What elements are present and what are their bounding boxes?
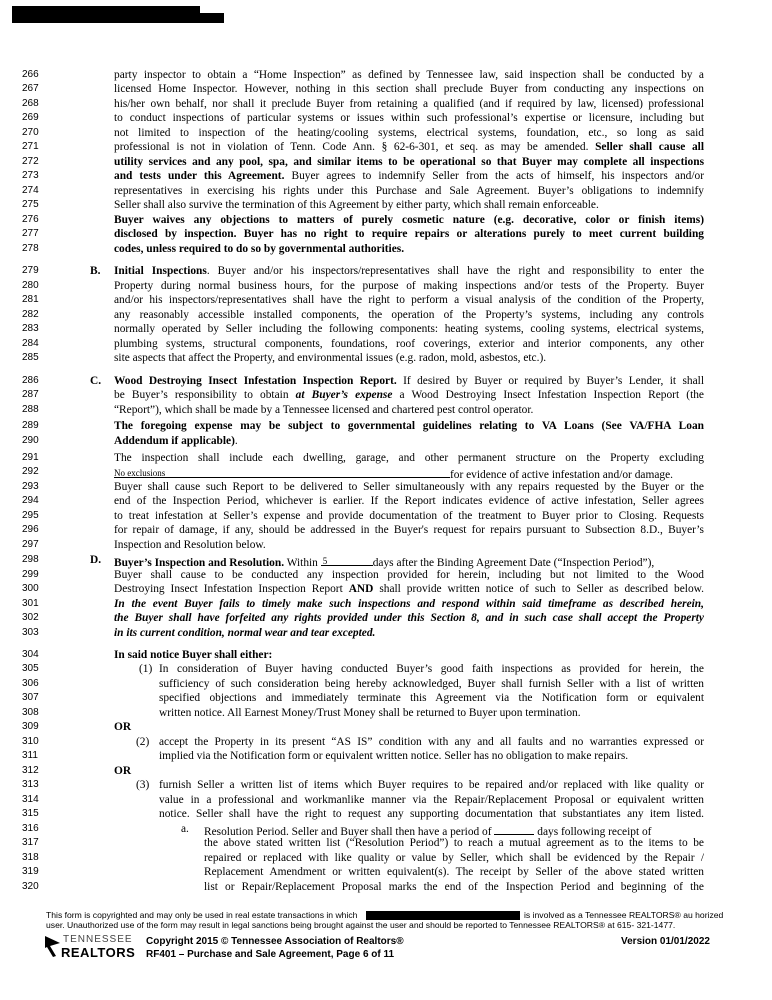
line-number: 297 <box>22 539 39 550</box>
text-line: Inspection and Resolution below. <box>114 539 266 551</box>
line-number: 292 <box>22 466 39 477</box>
text-line: end of the Inspection Period, whichever is earlier. If the Report indicates evidence of active infestation, Seller agrees <box>114 495 704 507</box>
text-line: Resolution Period. Seller and Buyer shall then have a period of days following receipt of <box>204 823 651 838</box>
text-line: codes, unless required to do so by governmental authorities. <box>114 243 405 255</box>
line-number: 317 <box>22 837 39 848</box>
text-line: to treat infestation at Seller’s expense and provide documentation of the treatment to Buyer prior to Closing. Requests <box>114 510 704 522</box>
line-number: 316 <box>22 823 39 834</box>
text-line: and tests under this Agreement. Buyer agrees to indemnify Seller from the acts of himself, his inspectors and/or <box>114 170 704 182</box>
text-line: Buyer shall cause to be conducted any inspection provided for herein, including but not limited to the Wood <box>114 569 704 581</box>
line-number: 304 <box>22 649 39 660</box>
line-number: 309 <box>22 721 39 732</box>
text-line: In the event Buyer fails to timely make such inspections and respond within said timeframe as described herein, <box>114 598 704 610</box>
text-line: the Buyer shall have forfeited any rights provided under this Section 8, and in such case shall accept the Property <box>114 612 704 624</box>
inspection-days-field[interactable]: 5 <box>321 554 373 566</box>
logo-text-bottom: REALTORS <box>61 945 136 960</box>
text-line: No exclusions for evidence of active infestation and/or damage. <box>114 468 673 481</box>
line-number: 282 <box>22 309 39 320</box>
redacted-header-block-2 <box>12 13 224 23</box>
line-number: 305 <box>22 663 39 674</box>
section-marker-c: C. <box>90 375 102 387</box>
text-line: be Buyer’s responsibility to obtain at Buyer’s expense a Wood Destroying Insect Infestation Inspection Report (the <box>114 389 704 401</box>
text-line: accept the Property in its present “AS IS” condition with any and all faults and no warranties expressed or <box>159 736 704 748</box>
text-line: repaired or replaced with like quality or value by Seller, which shall be evidenced by the Repair / <box>204 852 704 864</box>
footer-version: Version 01/01/2022 <box>621 936 710 947</box>
text-line: In consideration of Buyer having conducted Buyer’s good faith inspections as provided for herein, the <box>159 663 704 675</box>
line-number: 274 <box>22 185 39 196</box>
line-number: 299 <box>22 569 39 580</box>
line-number: 285 <box>22 352 39 363</box>
text-line: his/her own behalf, nor shall it preclude Buyer from retaining a qualified (and if required by law, licensed) professional <box>114 98 704 110</box>
text-line: normally operated by Seller including the following components: heating systems, cooling systems, electrical systems, <box>114 323 704 335</box>
line-number: 288 <box>22 404 39 415</box>
text-line: the above stated written list (“Resolution Period”) to reach a mutual agreement as to the items to be <box>204 837 704 849</box>
text-line: specified objections and immediately terminate this Agreement via the Notification form or equivalent <box>159 692 704 704</box>
section-marker-d: D. <box>90 554 102 566</box>
line-number: 310 <box>22 736 39 747</box>
footer-notice-a: This form is copyrighted and may only be used in real estate transactions in which <box>46 910 358 920</box>
line-number: 293 <box>22 481 39 492</box>
section-marker-b: B. <box>90 265 101 277</box>
text-line: disclosed by inspection. Buyer has no right to require repairs or alterations purely to meet current building <box>114 228 704 240</box>
line-number: 267 <box>22 83 39 94</box>
text-line: Seller shall also survive the termination of this Agreement by either party, which shall remain enforceable. <box>114 199 599 211</box>
list-marker: (2) <box>136 736 150 748</box>
line-number: 302 <box>22 612 39 623</box>
list-marker: (3) <box>136 779 150 791</box>
text-line: Replacement Amendment or written equivalent(s). The receipt by Seller of the above stated written <box>204 866 704 878</box>
line-number: 280 <box>22 280 39 291</box>
line-number: 319 <box>22 866 39 877</box>
text-line: In said notice Buyer shall either: <box>114 649 273 661</box>
line-number: 291 <box>22 452 39 463</box>
line-number: 296 <box>22 524 39 535</box>
line-number: 298 <box>22 554 39 565</box>
line-number: 268 <box>22 98 39 109</box>
line-number: 314 <box>22 794 39 805</box>
line-number: 301 <box>22 598 39 609</box>
line-number: 295 <box>22 510 39 521</box>
text-line: professional is not in violation of Tenn. Code Ann. § 62-6-301, et seq. as may be amended. Seller shall cause all <box>114 141 705 153</box>
text-line: sufficiency of such consideration being hereby acknowledged, Buyer shall furnish Seller with a list of written <box>159 678 704 690</box>
line-number: 275 <box>22 199 39 210</box>
text-line: Addendum if applicable). <box>114 435 238 447</box>
text-line: for repair of damage, if any, should be addressed in the Buyer's request for repairs pursuant to Subsection 8.D., Buyer’s <box>114 524 704 536</box>
text-line: any reasonably accessible installed components, the operation of the Property’s systems, including any controls <box>114 309 704 321</box>
list-marker: a. <box>181 823 189 835</box>
line-number: 308 <box>22 707 39 718</box>
redacted-brokerage <box>366 911 520 920</box>
line-number: 315 <box>22 808 39 819</box>
text-line: Property during normal business hours, for the purpose of making inspections and/or tests of the Property. Buyer <box>114 280 704 292</box>
text-line: implied via the Notification form or equivalent written notice. Seller has no obligation to make repairs. <box>159 750 629 762</box>
line-number: 281 <box>22 294 39 305</box>
text-line: not limited to inspection of the heating/cooling systems, electrical systems, foundation, etc., so long as said <box>114 127 704 139</box>
line-number: 278 <box>22 243 39 254</box>
line-number: 283 <box>22 323 39 334</box>
text-line: value in a professional and workmanlike manner via the Repair/Replacement Proposal or equivalent written <box>159 794 704 806</box>
line-number: 271 <box>22 141 39 152</box>
text-line: OR <box>114 765 132 777</box>
text-line: OR <box>114 721 132 733</box>
resolution-days-field[interactable] <box>494 823 534 835</box>
footer-notice-b: is involved as a Tennessee REALTORS® au horized <box>524 910 724 920</box>
line-number: 320 <box>22 881 39 892</box>
line-number: 300 <box>22 583 39 594</box>
text-line: licensed Home Inspector. However, nothing in this section shall preclude Buyer from conducting any inspections on <box>114 83 704 95</box>
text-line: list or Repair/Replacement Proposal marks the end of the Inspection Period and beginning of the <box>204 881 704 893</box>
line-number: 284 <box>22 338 39 349</box>
line-number: 294 <box>22 495 39 506</box>
footer-copyright: Copyright 2015 © Tennessee Association of Realtors® <box>146 936 404 947</box>
line-number: 313 <box>22 779 39 790</box>
line-number: 269 <box>22 112 39 123</box>
text-line: Buyer waives any objections to matters of purely cosmetic nature (e.g. decorative, color or finish items) <box>114 214 704 226</box>
logo-text-top: TENNESSEE <box>63 934 133 945</box>
text-line: in its current condition, normal wear and tear excepted. <box>114 627 376 639</box>
text-line: notice. Seller shall have the right to request any supporting documentation that substantiates any item listed. <box>159 808 704 820</box>
line-number: 270 <box>22 127 39 138</box>
line-number: 273 <box>22 170 39 181</box>
text-line: furnish Seller a written list of items which Buyer requires to be repaired and/or replaced with like quality or <box>159 779 704 791</box>
line-number: 318 <box>22 852 39 863</box>
line-number: 266 <box>22 69 39 80</box>
exclusions-field[interactable]: No exclusions <box>114 466 450 478</box>
line-number: 307 <box>22 692 39 703</box>
footer-form-id: RF401 – Purchase and Sale Agreement, Page 6 of 11 <box>146 949 395 960</box>
line-number: 272 <box>22 156 39 167</box>
line-number: 312 <box>22 765 39 776</box>
text-line: utility services and any pool, spa, and similar items to be operational so that Buyer may complete all inspections <box>114 156 704 168</box>
line-number: 287 <box>22 389 39 400</box>
line-number: 306 <box>22 678 39 689</box>
text-line: written notice. All Earnest Money/Trust Money shall be returned to Buyer upon termination. <box>159 707 581 719</box>
list-marker: (1) <box>139 663 153 675</box>
text-line: Destroying Insect Infestation Inspection Report AND shall provide written notice of such to Seller as described below. <box>114 583 704 595</box>
line-number: 279 <box>22 265 39 276</box>
text-line: Wood Destroying Insect Infestation Inspection Report. If desired by Buyer or required by Buyer’s Lender, it shall <box>114 375 705 387</box>
text-line: Initial Inspections. Buyer and/or his inspectors/representatives shall have the right and responsibility to enter the <box>114 265 705 277</box>
text-line: The inspection shall include each dwelling, garage, and other permanent structure on the Property excluding <box>114 452 704 464</box>
line-number: 303 <box>22 627 39 638</box>
text-line: Buyer shall cause such Report to be delivered to Seller simultaneously with any repairs requested by the Buyer or the <box>114 481 704 493</box>
line-number: 311 <box>22 750 38 761</box>
line-number: 286 <box>22 375 39 386</box>
text-line: party inspector to obtain a “Home Inspection” as defined by Tennessee law, said inspection shall be conducted by a <box>114 69 704 81</box>
line-number: 290 <box>22 435 39 446</box>
line-number: 276 <box>22 214 39 225</box>
text-line: to conduct inspections of particular systems or issues within such professional’s expertise or licensure, including but <box>114 112 704 124</box>
logo-mark-icon <box>44 934 62 958</box>
text-line: and/or his inspectors/representatives shall have the right to perform a visual analysis of the condition of the Property, <box>114 294 704 306</box>
text-line: “Report”), which shall be made by a Tennessee licensed and chartered pest control operator. <box>114 404 534 416</box>
line-number: 277 <box>22 228 39 239</box>
text-line: The foregoing expense may be subject to governmental guidelines relating to VA Loans (See VA/FHA Loan <box>114 420 704 432</box>
text-line: site aspects that affect the Property, and environmental issues (e.g. radon, mold, asbestos, etc.). <box>114 352 547 364</box>
text-line: plumbing systems, structural components, foundations, roof coverings, exterior and interior components, any other <box>114 338 704 350</box>
line-number: 289 <box>22 420 39 431</box>
text-line: Buyer’s Inspection and Resolution. Within 5 days after the Binding Agreement Date (“Inspection Period”), <box>114 556 655 569</box>
tennessee-realtors-logo <box>44 934 139 960</box>
text-line: representatives in exercising his rights under this Purchase and Sale Agreement. Buyer’s obligations to indemnify <box>114 185 704 197</box>
footer-notice-c: user. Unauthorized use of the form may result in legal sanctions being brought against the user and should be reported to Tennessee REALTORS® at 615- 321-1477. <box>46 920 676 930</box>
